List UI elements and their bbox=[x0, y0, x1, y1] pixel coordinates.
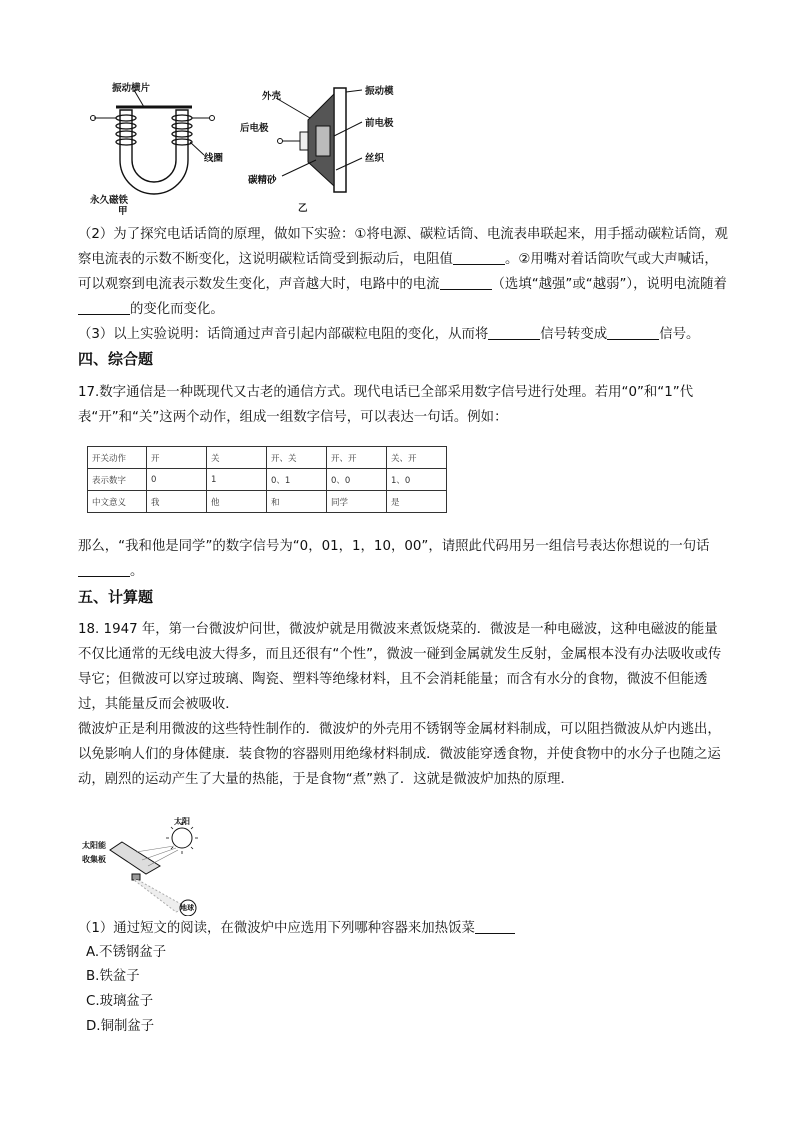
option-c[interactable]: C.玻璃盆子 bbox=[86, 994, 154, 1009]
table-row bbox=[88, 447, 447, 469]
label-earth: 地球 bbox=[180, 903, 194, 912]
q18-paragraph-2: 微波炉正是利用微波的这些特性制作的．微波炉的外壳用不锈钢等金属材料制成，可以阻挡微波从炉内逃出，以免影响人们的身体健康．装食物的容器则用绝缘材料制成．微波能穿透食物，并使食物中的水分子也随之运动，剧烈的运动产生了大量的热能，于是食物“煮”熟了．这就是微波炉加热的原理． bbox=[78, 722, 721, 787]
table-cell: 开 bbox=[147, 447, 207, 469]
table-cell: 开关动作 bbox=[88, 447, 147, 469]
table-row bbox=[88, 491, 447, 513]
option-d[interactable]: D.铜制盆子 bbox=[86, 1019, 155, 1034]
q16-part2-text-d: 的变化而变化。 bbox=[130, 302, 224, 317]
table-cell: 开、关 bbox=[267, 447, 327, 469]
q16-part2-text-b: 。②用嘴对着话筒吹气或大声喊话，可以观察到电流表示数发生变化，声音越大时，电路中的电流 bbox=[78, 252, 718, 292]
q18-paragraph-1: 18. 1947 年，第一台微波炉问世，微波炉就是用微波来煮饭烧菜的．微波是一种电磁波，这种电磁波的能量不仅比通常的无线电波大得多，而且还很有“个性”，微波一碰到金属就发生反射，金属根本没有办法吸收或传导它；但微波可以穿过玻璃、陶瓷、塑料等绝缘材料，且不会消耗能量；而含有水分的食物，微波不但能透过，其能量反而会被吸收． bbox=[78, 622, 722, 712]
answer-blank[interactable] bbox=[78, 300, 130, 315]
label-sun: 太阳 bbox=[174, 816, 190, 826]
answer-blank[interactable] bbox=[440, 275, 492, 290]
label-panel-2: 收集板 bbox=[82, 854, 106, 864]
table-cell: 表示数字 bbox=[88, 469, 147, 491]
table-cell: 开、开 bbox=[327, 447, 387, 469]
option-a[interactable]: A.不锈钢盆子 bbox=[86, 945, 167, 960]
table-cell: 中文意义 bbox=[88, 491, 147, 513]
label-back-electrode: 后电极 bbox=[240, 123, 269, 134]
table-cell: 关 bbox=[207, 447, 267, 469]
table-cell: 1、0 bbox=[387, 469, 447, 491]
q17-question-end: 。 bbox=[130, 564, 144, 579]
section-5-title: 五、计算题 bbox=[78, 588, 154, 606]
table-cell: 同学 bbox=[327, 491, 387, 513]
table-cell: 0 bbox=[147, 469, 207, 491]
figure-a bbox=[88, 80, 238, 215]
q16-part2 bbox=[78, 222, 728, 322]
label-silk: 丝织 bbox=[365, 153, 385, 164]
table-cell: 关、开 bbox=[387, 447, 447, 469]
table-cell: 是 bbox=[387, 491, 447, 513]
answer-blank[interactable] bbox=[453, 250, 505, 265]
label-panel-1: 太阳能 bbox=[82, 840, 106, 850]
label-magnet: 永久磁铁 bbox=[90, 195, 129, 206]
table-cell: 和 bbox=[267, 491, 327, 513]
q16-part2-text-a: （2）为了探究电话话筒的原理，做如下实验：①将电源、碳粒话筒、电流表串联起来，用手摇动碳粒话筒，观察电流表的示数不断变化，这说明碳粒话筒受到振动后，电阻值 bbox=[78, 227, 728, 267]
label-shell: 外壳 bbox=[262, 91, 282, 102]
q16-part2-text-c: （选填“越强”或“越弱”），说明电流随着 bbox=[491, 277, 727, 292]
q16-part3-text-b: 信号转变成 bbox=[540, 327, 608, 342]
label-diaphragm-b: 振动模 bbox=[365, 86, 394, 97]
table-cell: 0、1 bbox=[267, 469, 327, 491]
q18-question-1 bbox=[78, 916, 728, 941]
option-b[interactable]: B.铁盆子 bbox=[86, 969, 140, 984]
q18-question-1-text: （1）通过短文的阅读，在微波炉中应选用下列哪种容器来加热饭菜 bbox=[78, 921, 475, 936]
q16-part3 bbox=[78, 322, 728, 347]
q17-text: 17.数字通信是一种既现代又古老的通信方式。现代电话已全部采用数字信号进行处理。若用“0”和“1”代表“开”和“关”这两个动作，组成一组数字信号，可以表达一句话。例如： bbox=[78, 385, 694, 425]
table-cell: 0、0 bbox=[327, 469, 387, 491]
table-row bbox=[88, 469, 447, 491]
answer-blank[interactable] bbox=[78, 562, 130, 577]
answer-blank[interactable] bbox=[607, 325, 659, 340]
answer-blank[interactable] bbox=[488, 325, 540, 340]
q16-part3-text-a: （3）以上实验说明：话筒通过声音引起内部碳粒电阻的变化，从而将 bbox=[78, 327, 489, 342]
label-coil: 线圈 bbox=[204, 153, 224, 164]
label-front-electrode: 前电极 bbox=[365, 118, 394, 129]
figure-b bbox=[238, 80, 418, 215]
answer-blank[interactable] bbox=[475, 919, 515, 934]
caption-a: 甲 bbox=[118, 206, 128, 217]
q16-part3-text-c: 信号。 bbox=[659, 327, 700, 342]
table-cell: 他 bbox=[207, 491, 267, 513]
label-diaphragm-a: 振动横片 bbox=[112, 83, 151, 94]
q17-question bbox=[78, 534, 728, 584]
label-carbon: 碳精砂 bbox=[248, 175, 277, 186]
q17-question-text: 那么，“我和他是同学”的数字信号为“0，01，1，10，00”，请照此代码用另一组信号表达你想说的一句话 bbox=[78, 539, 710, 554]
table-cell: 1 bbox=[207, 469, 267, 491]
table-cell: 我 bbox=[147, 491, 207, 513]
caption-b: 乙 bbox=[298, 203, 308, 214]
code-table bbox=[87, 446, 447, 513]
solar-figure bbox=[82, 816, 232, 916]
section-4-title: 四、综合题 bbox=[78, 350, 154, 368]
solar-diagram bbox=[82, 816, 232, 916]
